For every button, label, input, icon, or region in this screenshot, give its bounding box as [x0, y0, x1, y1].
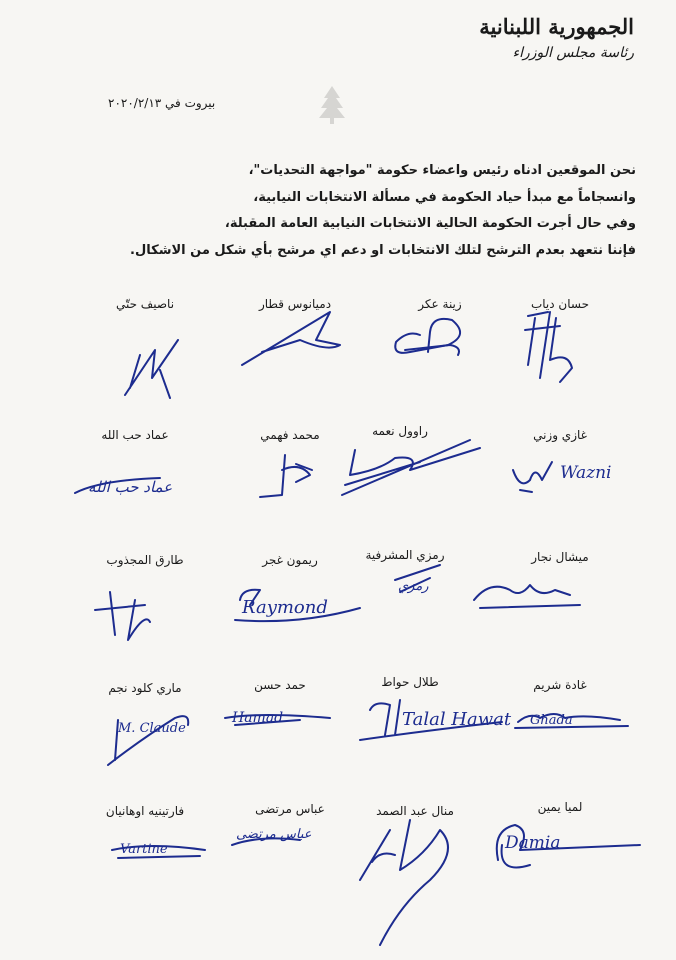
signature-marie-claude-najem	[108, 716, 188, 765]
signatory-name: حمد حسن	[254, 678, 306, 692]
svg-text:Vartine: Vartine	[120, 842, 168, 857]
signature-mohammad-fahmi	[260, 455, 312, 497]
signature-abbas-mourtada	[232, 827, 312, 845]
svg-text:Ghada: Ghada	[530, 713, 573, 728]
svg-text:عباس مرتضى: عباس مرتضى	[236, 827, 312, 842]
signature-vartine-ohanian	[112, 842, 205, 858]
signature-lamia-yammine	[497, 825, 640, 868]
signature-raoul-nehme	[342, 440, 480, 495]
svg-text:Talal Hawat: Talal Hawat	[402, 709, 512, 730]
signature-ramzi-moucharafieh	[395, 565, 440, 594]
signature-talal-hawat	[360, 700, 512, 740]
svg-text:Hamad: Hamad	[232, 710, 284, 726]
signatory-name: غادة شريم	[533, 678, 587, 692]
signature-nassif-hitti	[125, 340, 178, 398]
signatory-name: عماد حب الله	[101, 428, 169, 442]
signature-tarek-majzoub	[95, 592, 150, 640]
statement-line: نحن الموقعين ادناه رئيس واعضاء حكومة "مواجهة التحديات"،	[248, 163, 636, 178]
statement-line: فإننا نتعهد بعدم الترشح لتلك الانتخابات او دعم اي مرشح بأي شكل من الاشكال.	[130, 242, 636, 258]
signatory-name: ماري كلود نجم	[108, 681, 182, 695]
svg-text:Wazni: Wazni	[560, 463, 612, 483]
document-date: بيروت في ٢٠٢٠/٢/١٣	[108, 96, 216, 110]
signatory-name: ميشال نجار	[531, 550, 589, 564]
signature-raymond-ghajar	[235, 590, 360, 621]
signature-zeina-akar	[395, 319, 460, 355]
svg-text:عماد حب الله: عماد حب الله	[88, 478, 173, 496]
signature-manal-abdel-samad	[360, 820, 448, 945]
signatory-name: منال عبد الصمد	[376, 804, 454, 818]
letterhead-subtitle: رئاسة مجلس الوزراء	[512, 45, 634, 61]
svg-text:M. Claude: M. Claude	[118, 721, 186, 736]
signatory-name: لميا يمين	[537, 800, 583, 814]
letterhead-title: الجمهورية اللبنانية	[479, 14, 634, 39]
svg-text:Raymond: Raymond	[242, 597, 328, 618]
signature-ghazi-wazni	[513, 462, 611, 492]
signatory-name: ناصيف حتّي	[115, 297, 175, 311]
signatory-name: طارق المجذوب	[106, 553, 184, 567]
signature-hassan-diab	[525, 312, 572, 382]
svg-text:رمزي: رمزي	[398, 579, 429, 594]
signature-imad-hoballah	[75, 478, 172, 496]
signatory-name: طلال حواط	[381, 675, 439, 689]
signatory-name: زينة عكر	[418, 297, 462, 311]
signatory-name: راوول نعمه	[372, 424, 428, 438]
svg-text:Damia: Damia	[505, 833, 561, 853]
signatory-name: ريمون غجر	[262, 553, 318, 567]
signatory-name: دميانوس قطار	[258, 297, 332, 311]
signatory-name: غازي وزني	[533, 428, 587, 442]
signatory-name: رمزي المشرفية	[365, 548, 445, 562]
statement-line: وفي حال أجرت الحكومة الحالية الانتخابات النيابية العامة المقبلة،	[224, 216, 636, 231]
signatory-name: حسان دياب	[530, 297, 590, 311]
signatory-name: محمد فهمي	[260, 428, 320, 442]
signature-damianos-kattar	[242, 312, 340, 365]
signatory-name: عباس مرتضى	[255, 802, 325, 816]
signatory-name: فارتينيه اوهانيان	[105, 804, 185, 818]
signature-michel-najjar	[474, 585, 580, 608]
signature-ghada-shreim	[515, 713, 628, 728]
signature-hamad-hasan	[225, 710, 330, 726]
statement-line: وانسجاماً مع مبدأ حياد الحكومة في مسألة الانتخابات النيابية،	[253, 189, 636, 205]
